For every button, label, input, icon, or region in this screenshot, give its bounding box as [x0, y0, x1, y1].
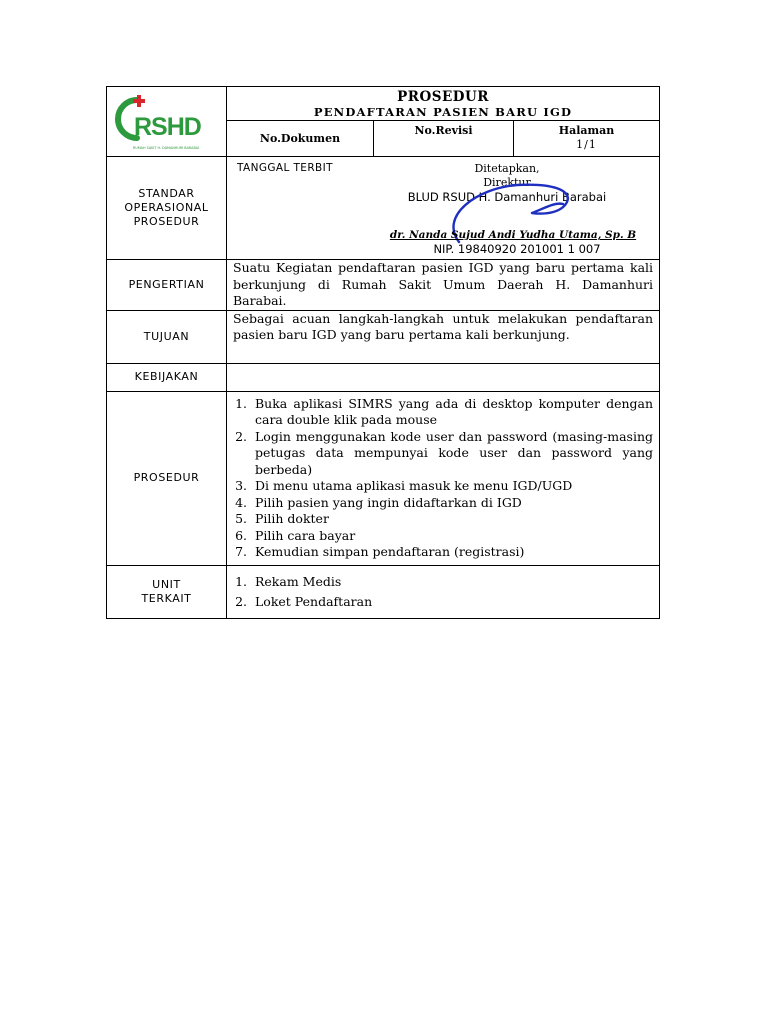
prosedur-step: 3. Di menu utama aplikasi masuk ke menu IGD/UGD: [251, 478, 653, 495]
prosedur-label: PROSEDUR: [107, 391, 227, 565]
ditetapkan-text: Ditetapkan,: [474, 162, 540, 175]
kebijakan-text: [227, 363, 660, 391]
institution-text: BLUD RSUD H. Damanhuri Barabai: [407, 190, 607, 204]
sop-label: STANDAR OPERASIONAL PROSEDUR: [107, 157, 227, 260]
unit-terkait-label: UNIT TERKAIT: [107, 565, 227, 618]
unit-terkait-list: [227, 566, 659, 618]
sop-document-table: [106, 86, 660, 619]
halaman-label: Halaman: [558, 124, 615, 137]
document-title: PROSEDUR: [397, 89, 489, 105]
title-cell: [227, 87, 660, 121]
svg-text:RUMAH SAKIT H. DAMANHURI BARAB: RUMAH SAKIT H. DAMANHURI BARABAI: [132, 146, 200, 150]
no-revisi-label: No.Revisi: [374, 121, 514, 157]
tujuan-text: Sebagai acuan langkah-langkah untuk melakukan pendaftaran pasien baru IGD yang baru pertama kali berkunjung.: [227, 310, 660, 363]
director-name: dr. Nanda Sujud Andi Yudha Utama, Sp. B: [389, 229, 637, 241]
tujuan-label: TUJUAN: [107, 310, 227, 363]
tanggal-terbit-label: TANGGAL TERBIT: [237, 162, 333, 174]
document-subtitle: PENDAFTARAN PASIEN BARU IGD: [313, 105, 573, 119]
prosedur-step: 2. Login menggunakan kode user dan password (masing-masing petugas data mempunyai kode user dan password yang berbeda): [251, 429, 653, 479]
prosedur-step: 5. Pilih dokter: [251, 511, 653, 528]
unit-item: 2. Loket Pendaftaran: [251, 592, 653, 612]
prosedur-steps-cell: [227, 391, 660, 565]
director-nip: NIP. 19840920 201001 1 007: [433, 242, 601, 256]
logo-cell: [107, 87, 227, 157]
prosedur-step: 1. Buka aplikasi SIMRS yang ada di desktop komputer dengan cara double klik pada mouse: [251, 396, 653, 429]
svg-text:RSHD: RSHD: [134, 113, 201, 141]
kebijakan-label: KEBIJAKAN: [107, 363, 227, 391]
direktur-text: Direktur: [483, 176, 531, 189]
prosedur-step: 7. Kemudian simpan pendaftaran (registrasi): [251, 544, 653, 561]
prosedur-step: 4. Pilih pasien yang ingin didaftarkan di IGD: [251, 495, 653, 512]
prosedur-step: 6. Pilih cara bayar: [251, 528, 653, 545]
signature-cell: [227, 157, 660, 260]
unit-terkait-cell: [227, 565, 660, 618]
unit-item: 1. Rekam Medis: [251, 572, 653, 592]
prosedur-steps-list: [227, 392, 659, 565]
rshd-logo-icon: [107, 89, 225, 154]
halaman-value: 1/1: [576, 138, 597, 151]
no-dokumen-label: No.Dokumen: [227, 121, 374, 157]
hospital-logo: [107, 89, 226, 154]
halaman-cell: [514, 121, 660, 157]
pengertian-text: Suatu Kegiatan pendaftaran pasien IGD yang baru pertama kali berkunjung di Rumah Sakit Umum Daerah H. Damanhuri Barabai.: [227, 260, 660, 311]
pengertian-label: PENGERTIAN: [107, 260, 227, 311]
